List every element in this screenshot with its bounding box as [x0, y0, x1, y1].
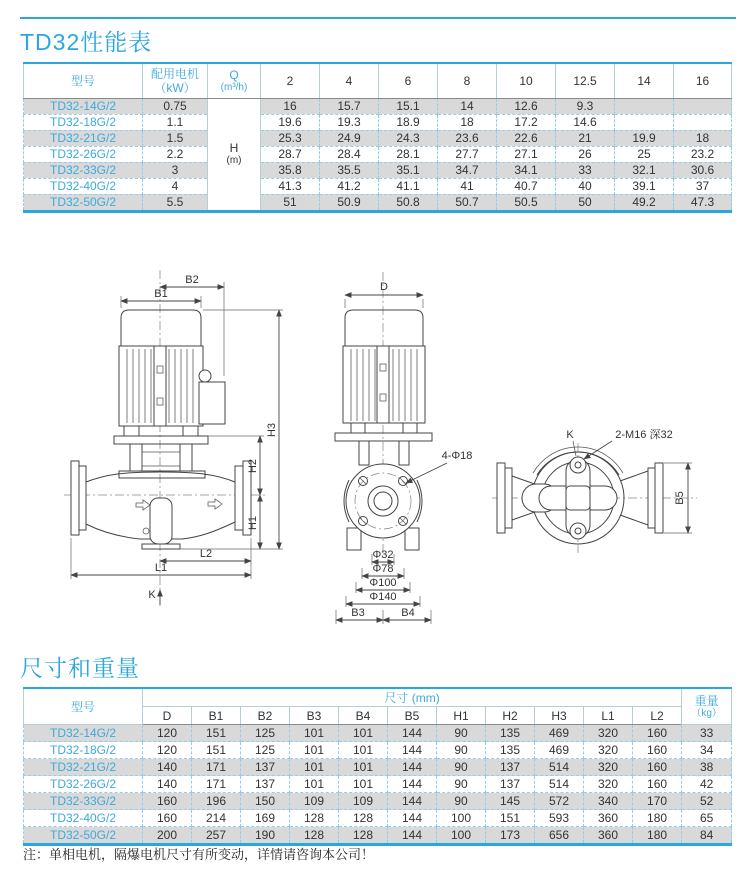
head-value-cell: 25 [615, 146, 674, 162]
head-value-cell: 18 [438, 114, 497, 130]
motor-power-cell: 0.75 [143, 98, 208, 114]
flow-value-header: 14 [615, 63, 674, 98]
flow-value-header: 8 [438, 63, 497, 98]
dimension-row [24, 776, 732, 793]
dimension-value-cell: 100 [437, 810, 486, 827]
dimension-value-cell: 320 [584, 776, 633, 793]
dimension-value-cell: 90 [437, 776, 486, 793]
head-value-cell: 50.5 [497, 194, 556, 211]
head-value-cell: 50.7 [438, 194, 497, 211]
drawing-side-view [325, 258, 505, 628]
head-value-cell: 28.7 [261, 146, 320, 162]
dimension-value-cell: 196 [192, 793, 241, 810]
dimension-value-cell: 120 [143, 742, 192, 759]
motor-power-cell: 4 [143, 178, 208, 194]
performance-table [23, 62, 732, 213]
model-cell: TD32-50G/2 [24, 827, 143, 845]
dimension-value-cell: 128 [290, 827, 339, 845]
dimension-value-cell: 90 [437, 759, 486, 776]
head-value-cell: 28.4 [320, 146, 379, 162]
head-value-cell: 22.6 [497, 130, 556, 146]
head-value-cell: 27.1 [497, 146, 556, 162]
dimension-value-cell: 593 [535, 810, 584, 827]
model-cell: TD32-40G/2 [24, 810, 143, 827]
col-model-header: 型号 [24, 688, 143, 725]
performance-row [24, 130, 732, 146]
dimension-value-cell: 120 [143, 725, 192, 742]
dim-b3-label: B3 [351, 607, 365, 619]
motor-power-cell: 3 [143, 162, 208, 178]
motor-label: 配用电机 [150, 66, 199, 81]
model-cell: TD32-14G/2 [24, 98, 143, 114]
dimension-value-cell: 140 [143, 776, 192, 793]
head-value-cell: 39.1 [615, 178, 674, 194]
head-value-cell: 41.1 [379, 178, 438, 194]
head-value-cell: 28.1 [379, 146, 438, 162]
weight-unit: （kg） [691, 707, 722, 719]
dim-b4-label: B4 [401, 607, 415, 619]
dim-b1-label: B1 [154, 288, 168, 300]
head-value-cell: 51 [261, 194, 320, 211]
model-cell: TD32-33G/2 [24, 793, 143, 810]
head-value-cell: 24.9 [320, 130, 379, 146]
weight-value-cell: 38 [682, 759, 732, 776]
dimension-table [23, 687, 732, 846]
col-model-header: 型号 [24, 63, 143, 98]
model-cell: TD32-21G/2 [24, 130, 143, 146]
dimension-value-cell: 171 [192, 759, 241, 776]
dim-b2-label: B2 [185, 274, 199, 286]
head-unit: (m) [226, 155, 242, 166]
dimension-value-cell: 160 [633, 725, 682, 742]
head-symbol: H [229, 141, 239, 155]
dimension-value-cell: 170 [633, 793, 682, 810]
dimension-value-cell: 320 [584, 759, 633, 776]
dim-dia32-label: Φ32 [372, 549, 394, 561]
dim-h3-label: H3 [266, 422, 278, 438]
performance-row [24, 98, 732, 114]
flow-value-header: 10 [497, 63, 556, 98]
head-value-cell: 50.8 [379, 194, 438, 211]
weight-header [682, 688, 732, 725]
footnote: 注：单相电机，隔爆电机尺寸有所变动，详情请咨询本公司！ [23, 847, 375, 862]
head-value-cell: 25.3 [261, 130, 320, 146]
head-value-cell: 33 [556, 162, 615, 178]
model-cell: TD32-21G/2 [24, 759, 143, 776]
dimension-value-cell: 160 [143, 810, 192, 827]
weight-value-cell: 33 [682, 725, 732, 742]
model-cell: TD32-50G/2 [24, 194, 143, 211]
dimension-value-cell: 140 [143, 759, 192, 776]
dimension-value-cell: 90 [437, 725, 486, 742]
dimension-value-cell: 125 [241, 725, 290, 742]
head-value-cell [674, 98, 732, 114]
dimension-value-cell: 145 [486, 793, 535, 810]
dimension-value-cell: 180 [633, 827, 682, 845]
weight-value-cell: 52 [682, 793, 732, 810]
dim-dia100-label: Φ100 [369, 577, 397, 589]
head-value-cell: 17.2 [497, 114, 556, 130]
dimension-value-cell: 320 [584, 725, 633, 742]
head-value-cell [615, 114, 674, 130]
head-value-cell: 23.2 [674, 146, 732, 162]
dimension-row [24, 827, 732, 845]
dim-col-header: B5 [388, 707, 437, 725]
head-value-cell: 41.3 [261, 178, 320, 194]
head-value-cell: 9.3 [556, 98, 615, 114]
dimension-value-cell: 360 [584, 827, 633, 845]
head-value-cell: 35.5 [320, 162, 379, 178]
head-value-cell: 49.2 [615, 194, 674, 211]
performance-row [24, 162, 732, 178]
head-value-cell: 35.1 [379, 162, 438, 178]
dimension-value-cell: 144 [388, 742, 437, 759]
head-value-cell: 21 [556, 130, 615, 146]
dimension-value-cell: 144 [388, 776, 437, 793]
dimension-value-cell: 101 [290, 776, 339, 793]
dimension-value-cell: 109 [339, 793, 388, 810]
head-value-cell: 26 [556, 146, 615, 162]
dimension-header-row-1 [24, 688, 732, 707]
dim-k-label: K [148, 589, 156, 601]
head-value-cell: 19.6 [261, 114, 320, 130]
dimension-value-cell: 656 [535, 827, 584, 845]
dim-dia140-label: Φ140 [369, 591, 397, 603]
dim-col-header: H2 [486, 707, 535, 725]
head-value-cell: 18.9 [379, 114, 438, 130]
head-value-cell: 14 [438, 98, 497, 114]
dimension-value-cell: 101 [290, 742, 339, 759]
dimension-value-cell: 214 [192, 810, 241, 827]
dim-col-header: B2 [241, 707, 290, 725]
dim-dia78-label: Φ78 [372, 563, 394, 575]
head-value-cell: 27.7 [438, 146, 497, 162]
dimension-value-cell: 173 [486, 827, 535, 845]
performance-row [24, 178, 732, 194]
head-value-cell: 34.7 [438, 162, 497, 178]
head-value-cell: 47.3 [674, 194, 732, 211]
drawing-top-view [492, 427, 717, 562]
model-cell: TD32-26G/2 [24, 146, 143, 162]
head-value-cell: 15.7 [320, 98, 379, 114]
dimension-value-cell: 360 [584, 810, 633, 827]
dimension-value-cell: 257 [192, 827, 241, 845]
dim-col-header: H3 [535, 707, 584, 725]
callout-tapped-holes: 2-M16 深32 [615, 429, 673, 441]
dimension-value-cell: 90 [437, 742, 486, 759]
dimension-value-cell: 90 [437, 793, 486, 810]
head-value-cell: 50 [556, 194, 615, 211]
dimension-value-cell: 160 [633, 759, 682, 776]
dimension-value-cell: 144 [388, 725, 437, 742]
dim-col-header: B4 [339, 707, 388, 725]
performance-row [24, 194, 732, 211]
dimension-value-cell: 101 [290, 759, 339, 776]
dimension-row [24, 793, 732, 810]
dimension-value-cell: 190 [241, 827, 290, 845]
q-unit: (m³/h) [220, 82, 248, 94]
motor-power-cell: 5.5 [143, 194, 208, 211]
model-cell: TD32-18G/2 [24, 114, 143, 130]
weight-label: 重量 [694, 693, 719, 708]
dimension-value-cell: 101 [339, 725, 388, 742]
dimension-value-cell: 320 [584, 742, 633, 759]
head-value-cell: 23.6 [438, 130, 497, 146]
dim-d-label: D [380, 281, 388, 293]
dimension-value-cell: 469 [535, 725, 584, 742]
head-value-cell: 40 [556, 178, 615, 194]
dimension-value-cell: 137 [241, 776, 290, 793]
model-cell: TD32-18G/2 [24, 742, 143, 759]
head-value-cell: 12.6 [497, 98, 556, 114]
model-cell: TD32-26G/2 [24, 776, 143, 793]
head-value-cell: 35.8 [261, 162, 320, 178]
dimension-value-cell: 469 [535, 742, 584, 759]
dim-col-header: B1 [192, 707, 241, 725]
dimension-value-cell: 100 [437, 827, 486, 845]
model-cell: TD32-33G/2 [24, 162, 143, 178]
dimension-row [24, 759, 732, 776]
dimension-value-cell: 137 [241, 759, 290, 776]
dimension-value-cell: 160 [633, 742, 682, 759]
head-value-cell: 16 [261, 98, 320, 114]
weight-value-cell: 65 [682, 810, 732, 827]
motor-power-cell: 1.5 [143, 130, 208, 146]
head-value-cell: 34.1 [497, 162, 556, 178]
dimension-value-cell: 135 [486, 725, 535, 742]
dimension-value-cell: 514 [535, 759, 584, 776]
model-cell: TD32-40G/2 [24, 178, 143, 194]
motor-power-cell: 1.1 [143, 114, 208, 130]
dimension-row [24, 742, 732, 759]
dim-h2-label: H2 [247, 458, 259, 474]
head-value-cell: 32.1 [615, 162, 674, 178]
dim-col-header: L2 [633, 707, 682, 725]
drawing-front-view [62, 258, 292, 610]
dim-k-label: K [566, 429, 574, 441]
dim-l1-label: L1 [154, 562, 168, 574]
dimension-value-cell: 169 [241, 810, 290, 827]
dimension-value-cell: 160 [143, 793, 192, 810]
head-value-cell: 18 [674, 130, 732, 146]
top-rule [20, 17, 736, 19]
dimension-value-cell: 171 [192, 776, 241, 793]
dimension-value-cell: 128 [339, 827, 388, 845]
motor-unit: （kW） [154, 80, 196, 95]
dimension-value-cell: 180 [633, 810, 682, 827]
dimension-value-cell: 572 [535, 793, 584, 810]
head-value-cell: 24.3 [379, 130, 438, 146]
performance-row [24, 114, 732, 130]
head-value-cell: 41 [438, 178, 497, 194]
flow-value-header: 4 [320, 63, 379, 98]
dimension-value-cell: 151 [486, 810, 535, 827]
dimension-value-cell: 137 [486, 759, 535, 776]
dimension-value-cell: 144 [388, 759, 437, 776]
dim-col-header: D [143, 707, 192, 725]
dimension-value-cell: 128 [339, 810, 388, 827]
weight-value-cell: 34 [682, 742, 732, 759]
motor-power-cell: 2.2 [143, 146, 208, 162]
performance-title: TD32性能表 [20, 29, 153, 55]
head-value-cell: 40.7 [497, 178, 556, 194]
weight-value-cell: 42 [682, 776, 732, 793]
dimension-row [24, 810, 732, 827]
head-value-cell [615, 98, 674, 114]
performance-header-row [24, 63, 732, 98]
dimension-value-cell: 144 [388, 793, 437, 810]
head-value-cell: 14.6 [556, 114, 615, 130]
flow-value-header: 6 [379, 63, 438, 98]
dimension-value-cell: 340 [584, 793, 633, 810]
dimensions-span-header: 尺寸 (mm) [143, 688, 682, 707]
dimension-value-cell: 160 [633, 776, 682, 793]
head-value-cell: 50.9 [320, 194, 379, 211]
callout-bolt-holes: 4-Φ18 [441, 450, 473, 462]
col-flow-header [208, 63, 261, 98]
head-value-cell [674, 114, 732, 130]
col-motor-header [143, 63, 208, 98]
dimension-value-cell: 137 [486, 776, 535, 793]
dimension-value-cell: 151 [192, 742, 241, 759]
dimension-value-cell: 200 [143, 827, 192, 845]
head-value-cell: 41.2 [320, 178, 379, 194]
dimension-value-cell: 144 [388, 810, 437, 827]
dimension-value-cell: 101 [339, 742, 388, 759]
head-value-cell: 37 [674, 178, 732, 194]
dim-col-header: H1 [437, 707, 486, 725]
dim-h1-label: H1 [247, 515, 259, 531]
dimension-value-cell: 135 [486, 742, 535, 759]
flow-value-header: 2 [261, 63, 320, 98]
dim-b5-label: B5 [674, 491, 686, 505]
dimension-value-cell: 101 [339, 759, 388, 776]
dimension-value-cell: 144 [388, 827, 437, 845]
head-unit-cell [208, 98, 261, 211]
performance-row [24, 146, 732, 162]
dimensions-title: 尺寸和重量 [20, 655, 140, 681]
dimension-value-cell: 151 [192, 725, 241, 742]
head-value-cell: 19.3 [320, 114, 379, 130]
dim-col-header: L1 [584, 707, 633, 725]
dimension-value-cell: 150 [241, 793, 290, 810]
dimension-value-cell: 101 [290, 725, 339, 742]
q-label: Q [229, 68, 239, 83]
dimension-value-cell: 125 [241, 742, 290, 759]
head-value-cell: 15.1 [379, 98, 438, 114]
dimension-value-cell: 128 [290, 810, 339, 827]
flow-value-header: 12.5 [556, 63, 615, 98]
model-cell: TD32-14G/2 [24, 725, 143, 742]
weight-value-cell: 84 [682, 827, 732, 845]
head-value-cell: 30.6 [674, 162, 732, 178]
dimension-row [24, 725, 732, 742]
dimension-value-cell: 514 [535, 776, 584, 793]
head-value-cell: 19.9 [615, 130, 674, 146]
dim-col-header: B3 [290, 707, 339, 725]
dimension-value-cell: 109 [290, 793, 339, 810]
dim-l2-label: L2 [199, 548, 213, 560]
dimension-value-cell: 101 [339, 776, 388, 793]
flow-value-header: 16 [674, 63, 732, 98]
